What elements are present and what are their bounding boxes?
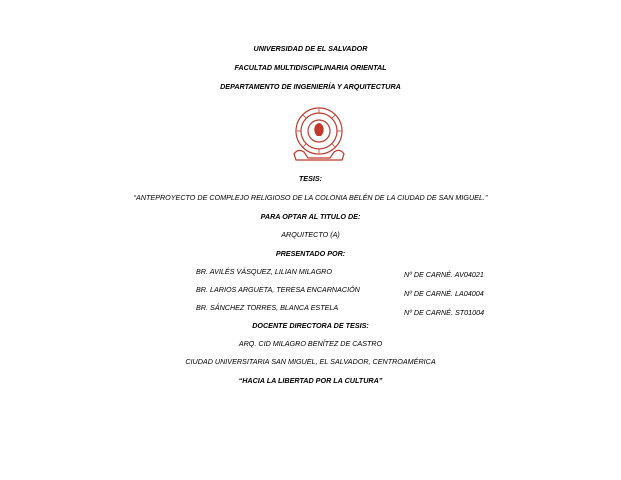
author-carne: Nº DE CARNÉ. AV04021 — [404, 270, 484, 279]
presented-by-label: PRESENTADO POR: — [275, 249, 346, 258]
advisor-label: DOCENTE DIRECTORA DE TESIS: — [252, 321, 369, 330]
author-carne: Nº DE CARNÉ. LA04004 — [404, 289, 484, 298]
university-seal-icon — [288, 102, 350, 164]
author-carne: Nº DE CARNÉ. ST01004 — [404, 308, 485, 317]
author-name: BR. AVILÉS VÁSQUEZ, LILIAN MILAGRO — [196, 267, 332, 276]
author-name: BR. SÁNCHEZ TORRES, BLANCA ESTELA — [196, 303, 339, 312]
advisor-name: ARQ. CID MILAGRO BENÍTEZ DE CASTRO — [238, 339, 383, 348]
department-name: DEPARTAMENTO DE INGENIERÍA Y ARQUITECTURA — [220, 82, 401, 91]
thesis-title: “ANTEPROYECTO DE COMPLEJO RELIGIOSO DE LA COLONIA BELÉN DE LA CIUDAD DE SAN MIGUEL.” — [133, 193, 488, 202]
thesis-label: TESIS: — [298, 174, 323, 183]
faculty-name: FACULTAD MULTIDISCIPLINARIA ORIENTAL — [234, 63, 387, 72]
location: CIUDAD UNIVERSITARIA SAN MIGUEL, EL SALVADOR, CENTROAMÉRICA — [185, 357, 436, 366]
author-name: BR. LARIOS ARGUETA, TERESA ENCARNACIÓN — [196, 285, 360, 294]
university-name: UNIVERSIDAD DE EL SALVADOR — [253, 44, 368, 53]
degree-name: ARQUITECTO (A) — [281, 230, 340, 239]
degree-label: PARA OPTAR AL TITULO DE: — [260, 212, 361, 221]
motto: “HACIA LA LIBERTAD POR LA CULTURA” — [238, 376, 383, 385]
